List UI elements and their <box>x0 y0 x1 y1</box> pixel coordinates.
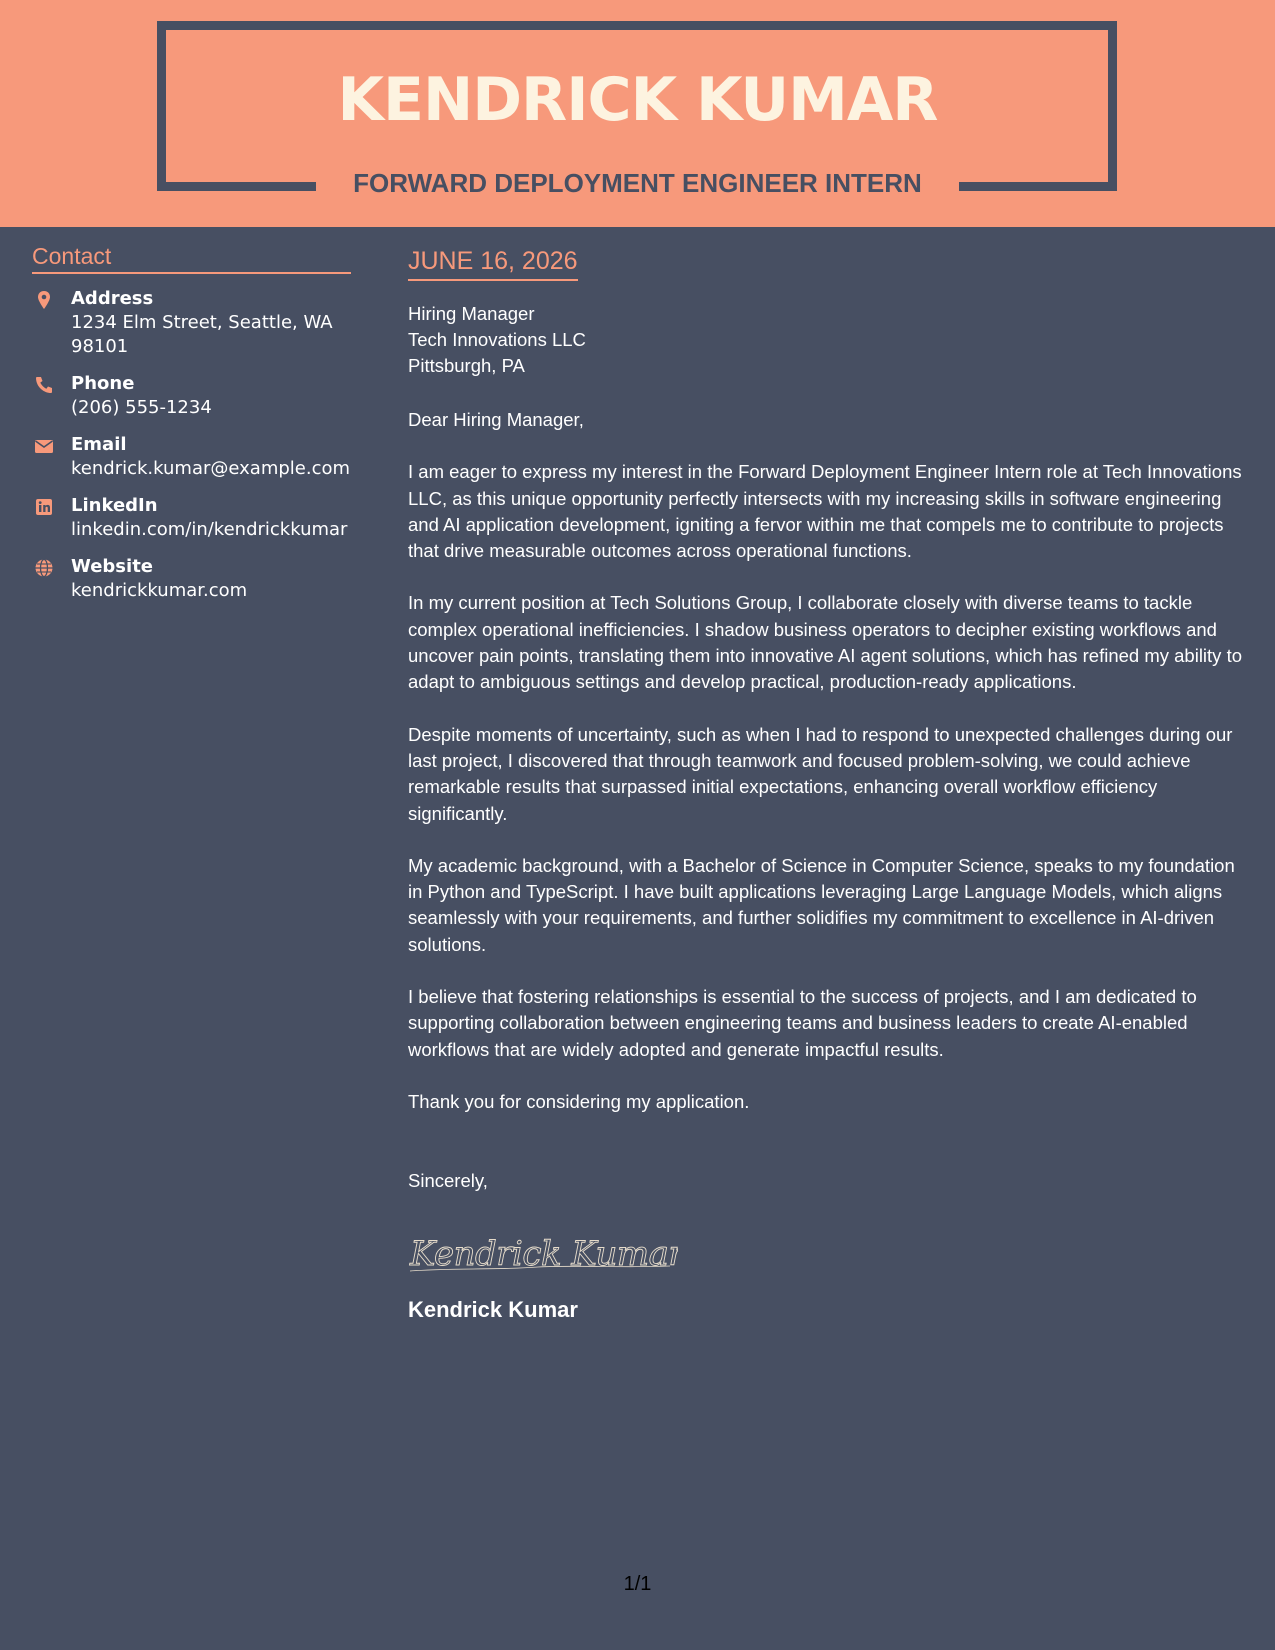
contact-item-website <box>32 555 351 603</box>
contact-value-website[interactable]: kendrickkumar.com <box>71 580 248 601</box>
letter-body <box>408 245 1253 1325</box>
contact-label: LinkedIn <box>71 495 158 516</box>
applicant-name: KENDRICK KUMAR <box>337 65 938 135</box>
paragraph: My academic background, with a Bachelor of Science in Computer Science, speaks to my foundation in Python and TypeScript. I have built applications leveraging Large Language Models, which aligns seamlessly with your requirements, and further solidifies my commitment to excellence in AI-driven solutions. <box>408 854 1235 955</box>
paragraph: Despite moments of uncertainty, such as when I had to respond to unexpected challenges during our last project, I discovered that through teamwork and focused problem-solving, we could achieve remarkable results that surpassed initial expectations, enhancing overall workflow efficiency significantly. <box>408 723 1233 824</box>
contact-value-phone: (206) 555-1234 <box>71 397 212 418</box>
signer-name: Kendrick Kumar <box>408 1296 578 1322</box>
recipient-line: Pittsburgh, PA <box>408 355 525 376</box>
greeting: Dear Hiring Manager, <box>408 409 584 430</box>
closing: Sincerely, <box>408 1170 488 1192</box>
svg-text:Kendrick Kumar: Kendrick Kumar <box>410 1233 678 1274</box>
contact-item-email <box>32 433 351 481</box>
signature <box>408 1221 1253 1281</box>
envelope-icon <box>34 436 54 456</box>
paragraph: In my current position at Tech Solutions Group, I collaborate closely with diverse teams to tackle complex operational inefficiencies. I shadow business operators to decipher existing workflows and uncover pain points, translating them into innovative AI agent solutions, which has refined my ability to adapt to ambiguous settings and develop practical, production-ready applications. <box>408 592 1242 693</box>
contact-label: Address <box>71 288 154 309</box>
contact-sidebar <box>32 240 351 603</box>
phone-icon <box>34 375 54 395</box>
contact-item-address <box>32 287 351 359</box>
contact-item-linkedin <box>32 494 351 542</box>
linkedin-icon <box>34 497 54 517</box>
map-pin-icon <box>34 290 54 310</box>
page-number: 1/1 <box>623 1573 652 1595</box>
recipient-line: Hiring Manager <box>408 303 535 324</box>
letter-date: JUNE 16, 2026 <box>408 245 578 281</box>
paragraph: I am eager to express my interest in the Forward Deployment Engineer Intern role at Tech Innovations LLC, as this unique opportunity perfectly intersects with my increasing skills in software engineering and AI application development, igniting a fervor within me that compels me to contribute to projects that drive measurable outcomes across operational functions. <box>408 461 1242 562</box>
recipient-line: Tech Innovations LLC <box>408 329 586 350</box>
header-banner <box>0 0 1275 227</box>
contact-label: Email <box>71 434 127 455</box>
contact-value-linkedin[interactable]: linkedin.com/in/kendrickkumar <box>71 519 348 540</box>
signature-image <box>408 1221 678 1281</box>
contact-label: Phone <box>71 373 135 394</box>
recipient-block <box>408 301 1253 379</box>
paragraph: Thank you for considering my application. <box>408 1090 750 1112</box>
job-title: FORWARD DEPLOYMENT ENGINEER INTERN <box>353 168 922 198</box>
contact-value-email[interactable]: kendrick.kumar@example.com <box>71 458 351 479</box>
contact-label: Website <box>71 556 154 577</box>
contact-item-phone <box>32 372 351 420</box>
globe-icon <box>34 558 54 578</box>
contact-value-address: 1234 Elm Street, Seattle, WA 98101 <box>71 312 333 357</box>
contact-heading: Contact <box>32 240 351 274</box>
paragraph: I believe that fostering relationships is essential to the success of projects, and I am dedicated to supporting collaboration between engineering teams and business leaders to create AI-enabled workflows that are widely adopted and generate impactful results. <box>408 986 1197 1060</box>
